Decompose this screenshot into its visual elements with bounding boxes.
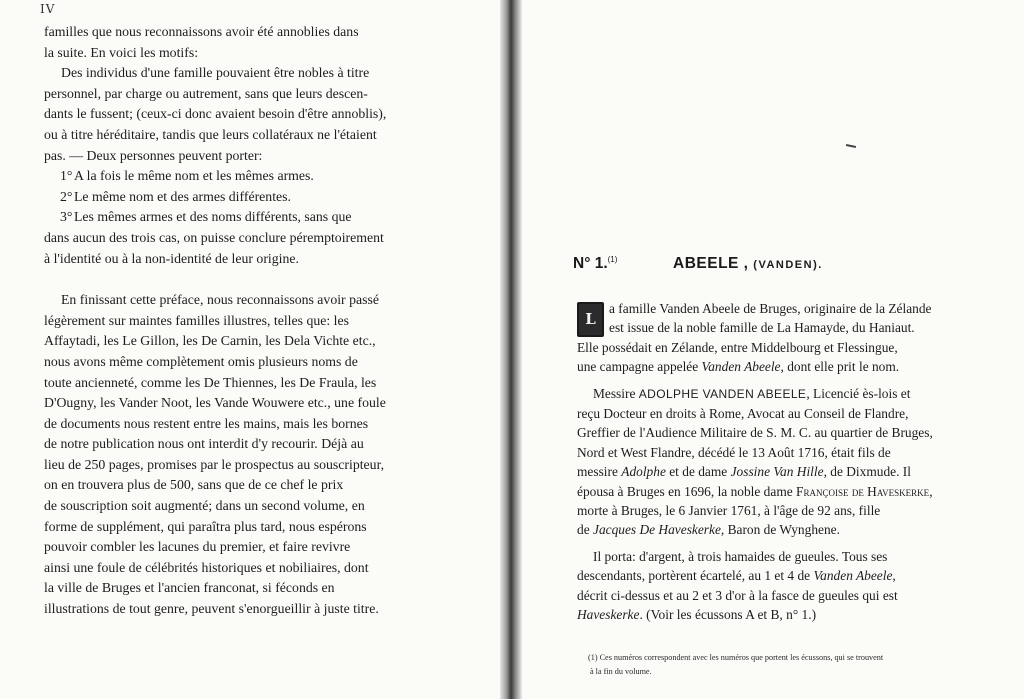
text-line: Messire ADOLPHE VANDEN ABEELE, Licencié ès-lois et [593,385,911,401]
text-line: la suite. En voici les motifs: [44,44,199,60]
text-line: Elle possédait en Zélande, entre Middelbourg et Flessingue, [577,339,898,355]
enum-number: 1° [60,168,73,184]
text-line: de notre publication nous ont interdit d'y recourir. Déjà au [44,436,364,452]
text-line: toute ancienneté, comme les De Thiennes, les De Fraula, les [44,374,377,390]
enum-item [44,187,442,208]
text-line: En finissant cette préface, nous reconnaissons avoir passé [61,292,379,308]
text-line: personnel, par charge ou autrement, sans que leurs descen- [44,85,368,101]
text-line: de souscription soit augmenté; dans un second volume, en [44,498,365,514]
text-line: familles que nous reconnaissons avoir été annoblies dans [44,24,359,39]
text-line: Haveskerke. (Voir les écussons A et B, n° 1.) [577,607,817,623]
text-line: de documents nous restent entre les mains, mais les bornes [44,415,369,431]
entry-particle: (VANDEN). [753,259,823,271]
text-line: pouvoir combler les lacunes du premier, et faire revivre [44,539,351,555]
text-line: illustrations de tout genre, peuvent s'enorgueillir à juste titre. [44,601,379,617]
footnote-line: à la fin du volume. [590,667,652,676]
text-line: de Jacques De Haveskerke, Baron de Wynghene. [577,522,840,538]
text-line: la ville de Bruges et l'ancien franconat, si féconds en [44,580,335,596]
text-line: est issue de la noble famille de La Hamayde, du Haniaut. [609,320,915,336]
text-line: descendants, portèrent écartelé, au 1 et 4 de Vanden Abeele, [577,568,896,584]
text-line: pas. — Deux personnes peuvent porter: [44,147,263,163]
text-line: décrit ci-dessus et au 2 et 3 d'or à la fasce de gueules qui est [577,587,898,603]
footnote [588,651,988,679]
dropcap-letter: L [577,302,604,337]
left-page [0,0,505,699]
entry-text [577,299,974,625]
enum-number: 2° [60,188,73,204]
text-line: nous avons même complètement omis plusieurs noms de [44,353,358,369]
enum-text: Le même nom et des armes différentes. [74,188,291,204]
enum-text: A la fois le même nom et les mêmes armes. [74,168,314,184]
preface-text [44,22,442,620]
text-line: ainsi une foule de célébrités historiques et nobiliaires, dont [44,559,369,575]
enum-item [44,207,442,228]
text-line: Greffier de l'Audience Militaire de S. M. C. au quartier de Bruges, [577,425,933,441]
footnote-line: (1) Ces numéros correspondent avec les numéros que portent les écussons, qui se trouvent [588,653,884,662]
text-line: une campagne appelée Vanden Abeele, dont elle prit le nom. [577,359,900,375]
entry-number: N° 1.$^{(1)}$ [573,255,618,272]
text-line: reçu Docteur en droits à Rome, Avocat au Conseil de Flandre, [577,406,909,422]
text-line: Des individus d'une famille pouvaient être nobles à titre [61,65,370,81]
text-line: ou à titre héréditaire, tandis que leurs collatéraux ne l'étaient [44,126,377,142]
enum-text: Les mêmes armes et des noms différents, sans que [74,209,352,225]
text-line: a famille Vanden Abeele de Bruges, originaire de la Zélande [609,301,932,316]
text-line: Affaytadi, les Le Gillon, les De Carnin, les Dela Vichte etc., [44,333,376,349]
text-line: D'Ougny, les Vander Noot, les Vande Wouwere etc., une foule [44,395,386,411]
text-line: Il porta: d'argent, à trois hamaides de gueules. Tous ses [593,548,888,564]
text-line: forme de supplément, qui paraîtra plus tard, nous espérons [44,518,367,534]
text-line: messire Adolphe et de dame Jossine Van Hille, de Dixmude. Il [577,464,911,480]
text-line: lieu de 250 pages, promises par le prospectus au souscripteur, [44,456,385,472]
entry-name: ABEELE , (VANDEN). [673,255,823,272]
text-line: Nord et West Flandre, décédé le 13 Août 1716, était fils de [577,444,891,460]
text-line: dans aucun des trois cas, on puisse conclure péremptoirement [44,229,384,245]
text-line: morte à Bruges, le 6 Janvier 1761, à l'âge de 92 ans, fille [577,503,881,519]
enum-item [44,166,442,187]
text-line: légèrement sur maintes familles illustres, telles que: les [44,312,349,328]
page-number: IV [40,2,56,16]
text-line: dants le fussent; (ceux-ci donc avaient besoin d'être annoblis), [44,106,387,122]
text-line: à l'identité ou à la non-identité de leur origine. [44,250,299,266]
footnote-ref: (1) [607,255,618,264]
enum-number: 3° [60,209,73,225]
text-line: épousa à Bruges en 1696, la noble dame Françoise de Haveskerke, [577,483,933,499]
text-line: on en trouvera plus de 500, sans que de ce chef le prix [44,477,344,493]
